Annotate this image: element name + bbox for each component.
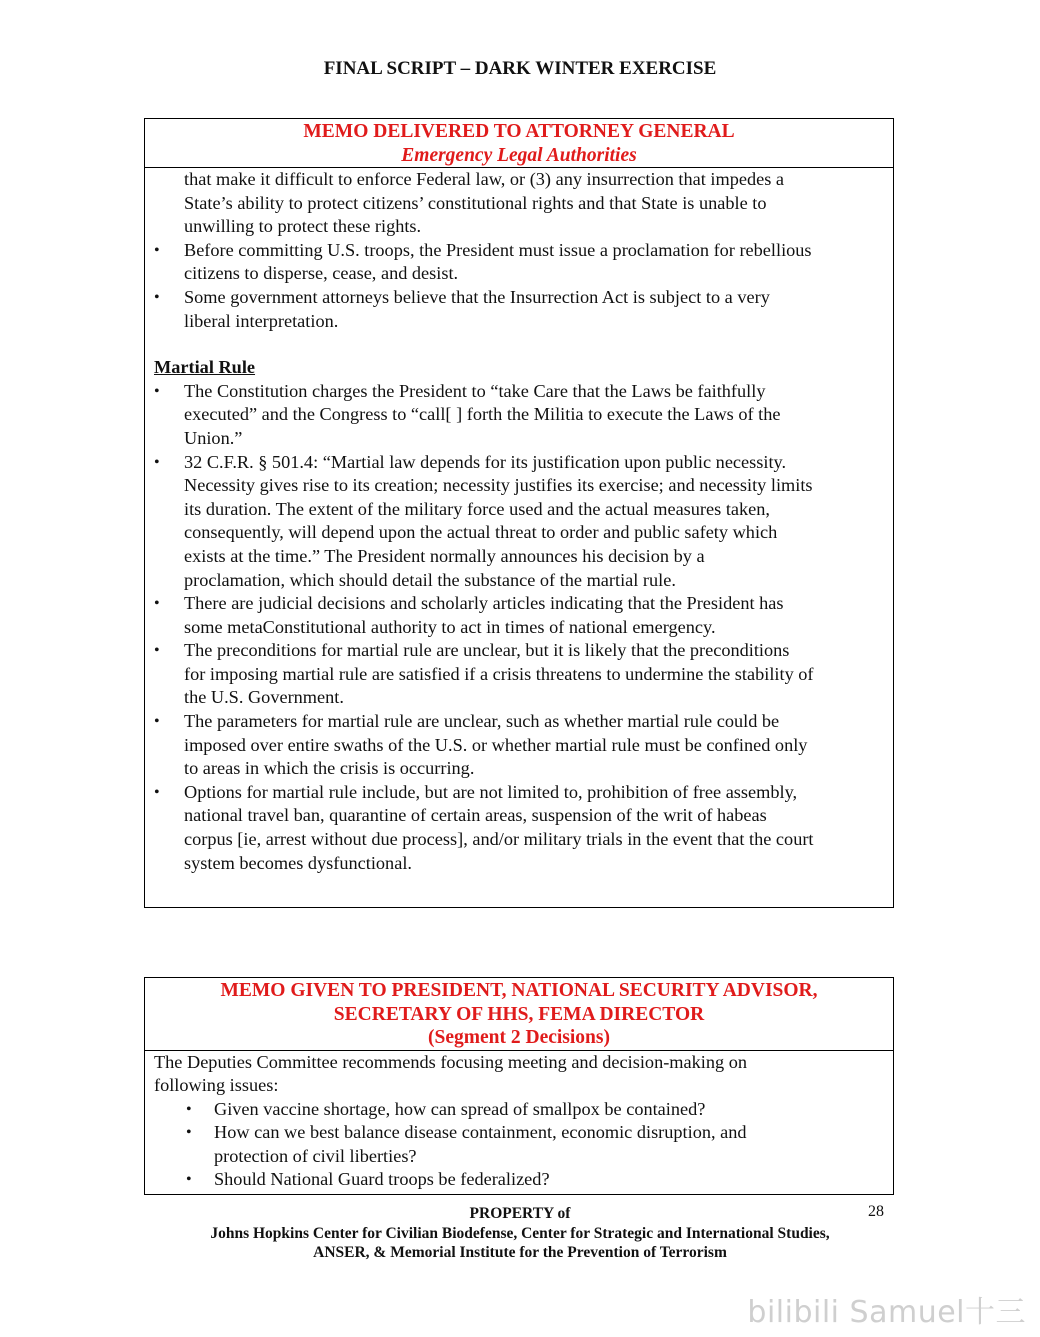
bullet-item (145, 286, 893, 333)
page-number: 28 (868, 1203, 884, 1220)
text-line: Necessity gives rise to its creation; necessity justifies its exercise; and necessity limits (184, 475, 813, 496)
bullet-item (145, 1121, 893, 1168)
text-line: imposed over entire swaths of the U.S. or whether martial rule must be confined only (184, 734, 808, 755)
memo-intro (145, 1051, 893, 1098)
text-line: • There are judicial decisions and scholarly articles indicating that the President has (184, 593, 784, 614)
footer-line: ANSER, & Memorial Institute for the Prevention of Terrorism (313, 1244, 727, 1261)
memo-title-line: MEMO GIVEN TO PRESIDENT, NATIONAL SECURITY ADVISOR, (220, 980, 818, 1001)
text-line: corpus [ie, arrest without due process], and/or military trials in the event that the court (184, 829, 814, 850)
text-line: • Options for martial rule include, but are not limited to, prohibition of free assembly, (184, 781, 798, 802)
text-line: unwilling to protect these rights. (184, 216, 422, 237)
page-title: FINAL SCRIPT – DARK WINTER EXERCISE (323, 58, 717, 79)
memo-president (144, 977, 894, 1195)
bullet-item (145, 639, 893, 710)
text-line: executed” and the Congress to “call[ ] forth the Militia to execute the Laws of the (184, 404, 781, 425)
bullet-item (145, 239, 893, 286)
text-line: • The preconditions for martial rule are unclear, but it is likely that the preconditions (184, 640, 790, 661)
text-line: • Some government attorneys believe that the Insurrection Act is subject to a very (184, 286, 770, 307)
footer-line: PROPERTY of (469, 1205, 571, 1222)
bullet-item (145, 1168, 893, 1192)
bullet-item (145, 380, 893, 451)
text-line: to areas in which the crisis is occurring. (184, 758, 475, 779)
text-line: • Should National Guard troops be federalized? (214, 1169, 550, 1190)
text-line: • The parameters for martial rule are unclear, such as whether martial rule could be (184, 711, 780, 732)
decision-bullets (145, 1098, 893, 1192)
text-line: its duration. The extent of the military force used and the actual measures taken, (184, 498, 770, 519)
text-line: for imposing martial rule are satisfied if a crisis threatens to undermine the stability of (184, 663, 814, 684)
memo-title-line: SECRETARY OF HHS, FEMA DIRECTOR (333, 1003, 705, 1025)
insurrection-bullets (145, 239, 893, 333)
memo-header (145, 978, 893, 1051)
memo-body (145, 1051, 893, 1193)
text-line: protection of civil liberties? (214, 1145, 417, 1166)
memo-body (145, 168, 893, 875)
text-line: • How can we best balance disease containment, economic disruption, and (214, 1122, 747, 1143)
martial-rule-bullets (145, 380, 893, 875)
bullet-item (145, 781, 893, 875)
text-line: State’s ability to protect citizens’ constitutional rights and that State is unable to (184, 192, 767, 213)
text-line: liberal interpretation. (184, 310, 339, 331)
text-line: • The Constitution charges the President to “take Care that the Laws be faithfully (184, 380, 766, 401)
text-line: • Before committing U.S. troops, the President must issue a proclamation for rebellious (184, 239, 812, 260)
memo-title-line: (Segment 2 Decisions) (428, 1027, 610, 1048)
text-line: the U.S. Government. (184, 687, 344, 708)
watermark: bilibili Samuel十三 (747, 1295, 1026, 1330)
bullet-item (145, 451, 893, 593)
bullet-item (145, 592, 893, 639)
text-line: system becomes dysfunctional. (184, 852, 412, 873)
section-heading-martial-rule: Martial Rule (154, 357, 256, 378)
bullet-item (145, 1098, 893, 1122)
footer-line: Johns Hopkins Center for Civilian Biodefense, Center for Strategic and International Studies, (210, 1224, 830, 1242)
memo-subtitle: Emergency Legal Authorities (401, 144, 637, 166)
bullet-item (145, 710, 893, 781)
footer (0, 1204, 1040, 1263)
memo-attorney-general (144, 118, 894, 908)
text-line: following issues: (154, 1075, 279, 1096)
text-line: proclamation, which should detail the substance of the martial rule. (184, 569, 676, 590)
text-line: • Given vaccine shortage, how can spread of smallpox be contained? (214, 1098, 706, 1119)
text-line: citizens to disperse, cease, and desist. (184, 263, 459, 284)
memo-header (145, 119, 893, 168)
text-line: The Deputies Committee recommends focusing meeting and decision-making on (154, 1051, 747, 1072)
text-line: that make it difficult to enforce Federal law, or (3) any insurrection that impedes a (184, 169, 785, 189)
text-line: • 32 C.F.R. § 501.4: “Martial law depends for its justification upon public necessity. (184, 451, 787, 472)
text-line: consequently, will depend upon the actual threat to order and public safety which (184, 522, 778, 543)
memo-title: MEMO DELIVERED TO ATTORNEY GENERAL (303, 121, 735, 142)
text-line: Union.” (184, 427, 243, 448)
text-line: some metaConstitutional authority to act in times of national emergency. (184, 616, 716, 637)
continued-paragraph (145, 168, 893, 239)
text-line: national travel ban, quarantine of certain areas, suspension of the writ of habeas (184, 805, 767, 826)
text-line: exists at the time.” The President normally announces his decision by a (184, 545, 705, 566)
